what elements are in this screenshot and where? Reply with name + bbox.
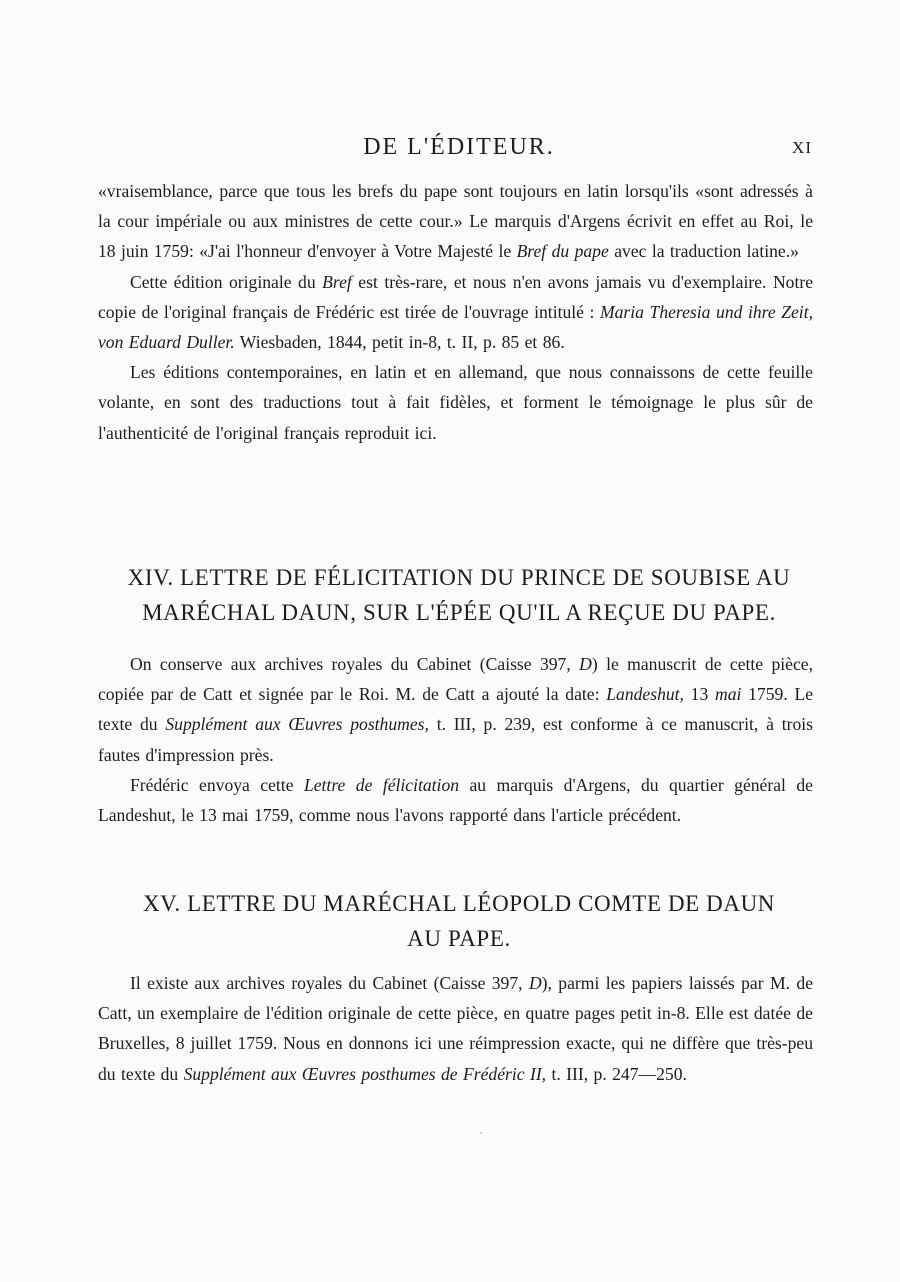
paragraph (98, 968, 813, 1089)
body-text: Les éditions contemporaines, en latin et en allemand, que nous connaissons de cette feuille volante, en sont des traductions tout à fait fidèles, et forment le témoignage le plus sûr de l'authenticité de l'original français reproduit ici. (98, 362, 813, 443)
paragraph (98, 176, 813, 267)
body-text: ), parmi les papiers laissés par M. de Catt, un exemplaire de l'édition originale de cette pièce, en quatre pages petit in-8. Elle est datée de Bruxelles, 8 juillet 1759. Nous en donnons ici une réimpression exacte, qui ne diffère que très-peu du texte du (98, 973, 814, 1084)
paragraph (98, 649, 813, 770)
body-text: On conserve aux archives royales du Cabinet (Caisse 397, (130, 654, 580, 674)
italic-text: Bref (322, 271, 352, 292)
section-heading-xv (98, 886, 820, 956)
italic-text: Lettre de félicitation (303, 774, 460, 795)
section-heading-xiv (98, 560, 820, 630)
body-text: t. III, p. 239, est conforme à ce manuscrit, à trois fautes d'impression près. (98, 714, 813, 765)
section-xiv-text (98, 649, 813, 830)
italic-text: Maria Theresia und ihre Zeit, von Eduard Duller. (98, 301, 813, 353)
body-text: avec la traduction latine.» (608, 241, 799, 262)
body-text: 1759. Le texte du (98, 684, 814, 735)
heading-line: AU PAPE. (407, 926, 511, 951)
body-text: au marquis d'Argens, du quartier général de Landeshut, le 13 mai 1759, comme nous l'avons rapporté dans l'article précédent. (98, 774, 813, 826)
italic-text: mai (715, 684, 742, 705)
heading-line: MARÉCHAL DAUN, SUR L'ÉPÉE QU'IL A REÇUE DU PAPE. (142, 600, 776, 625)
paragraph (98, 267, 813, 358)
body-text: 13 (683, 684, 716, 705)
italic-text: D (579, 654, 592, 674)
body-text: Frédéric envoya cette (130, 774, 304, 795)
running-title: DE L'ÉDITEUR. (363, 134, 555, 160)
running-head (98, 134, 820, 166)
body-text: Wiesbaden, 1844, petit in-8, t. II, p. 85 et 86. (234, 332, 565, 353)
section-xv-text (98, 968, 813, 1089)
italic-text: Supplément aux Œuvres posthumes de Frédéric II, (183, 1063, 547, 1084)
paragraph (98, 770, 813, 830)
body-text: «vraisemblance, parce que tous les brefs du pape sont toujours en latin lorsqu'ils «sont adressés à la cour impériale ou aux ministres de cette cour.» Le marquis d'Argens écrivit en effet au Roi, le 18 juin 1759: «J'ai l'honneur d'envoyer à Votre Majesté le (98, 181, 813, 262)
italic-text: D (528, 973, 542, 993)
page-number: XI (792, 138, 812, 157)
italic-text: Bref du pape (516, 241, 609, 262)
paragraph (98, 357, 813, 448)
body-text: t. III, p. 247—250. (546, 1063, 687, 1084)
heading-line: XV. LETTRE DU MARÉCHAL LÉOPOLD COMTE DE DAUN (142, 891, 776, 916)
italic-text: Landeshut, (606, 684, 684, 705)
body-text: ) le manuscrit de cette pièce, copiée par de Catt et signée par le Roi. M. de Catt a ajouté la date: (98, 654, 813, 705)
heading-line: XIV. LETTRE DE FÉLICITATION DU PRINCE DE SOUBISE AU (127, 565, 791, 590)
body-text: Cette édition originale du (130, 271, 323, 292)
printer-mark (480, 1132, 482, 1134)
italic-text: Supplément aux Œuvres posthumes, (165, 714, 429, 735)
body-text: est très-rare, et nous n'en avons jamais vu d'exemplaire. Notre copie de l'original français de Frédéric est tirée de l'ouvrage intitulé : (98, 271, 814, 322)
section-intro-text (98, 176, 813, 448)
body-text: Il existe aux archives royales du Cabinet (Caisse 397, (130, 973, 529, 993)
